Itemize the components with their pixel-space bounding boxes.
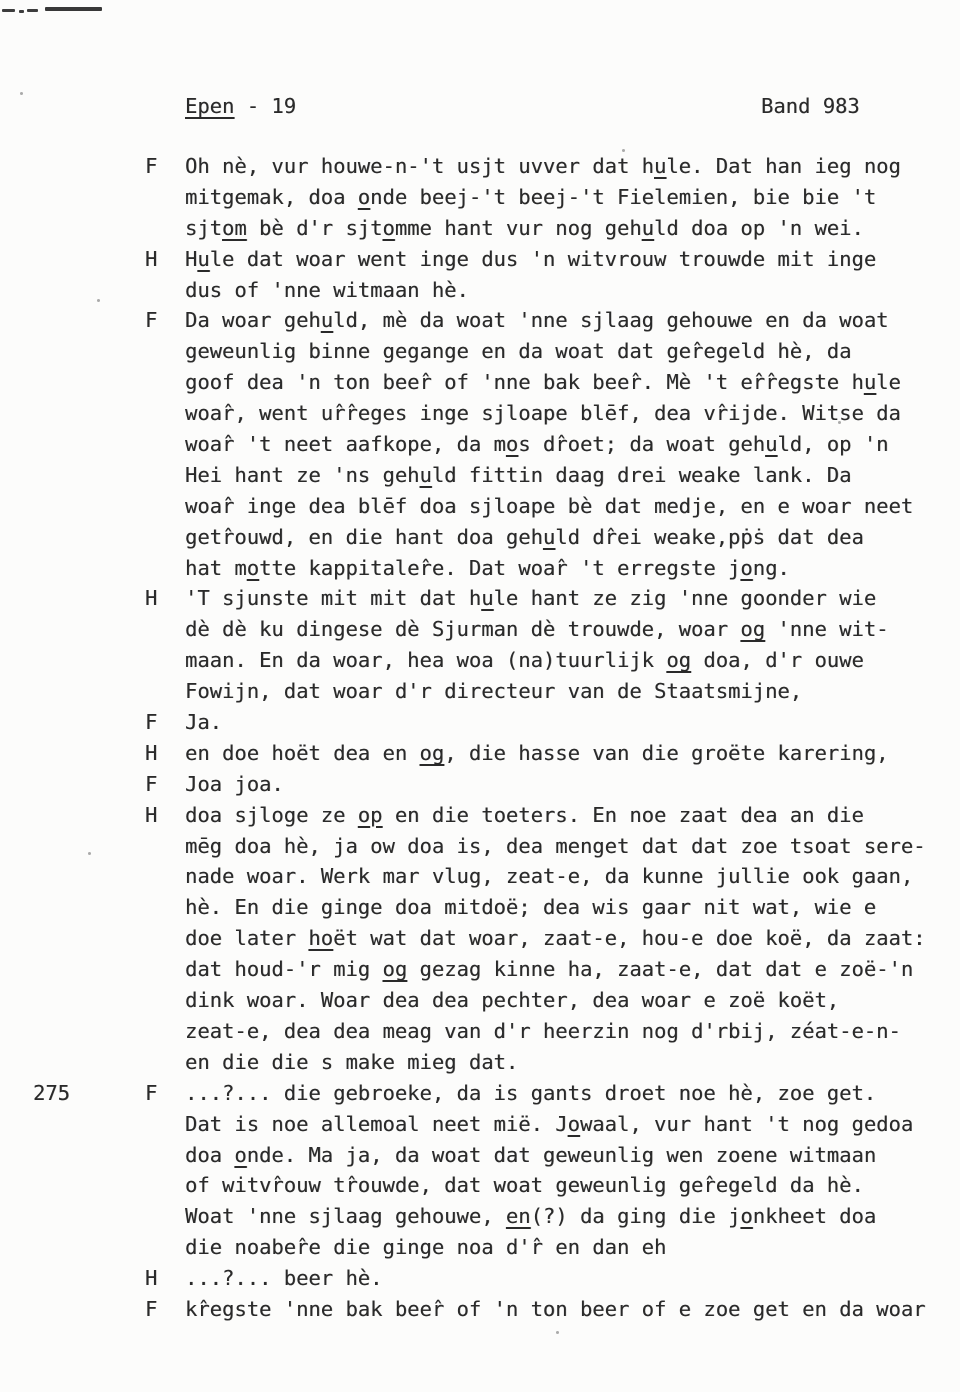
text-segment: woar̂ 't neet aafkope, da m [185, 432, 506, 457]
speaker-label: F [145, 771, 158, 796]
transcript-line [33, 583, 933, 614]
line-text [185, 213, 933, 244]
speaker-label [145, 213, 185, 244]
scan-dash [27, 9, 38, 12]
text-segment: Dat is noe allemoal neet mië. J [185, 1111, 568, 1136]
text-segment: 'T sjunste mit mit dat h [185, 586, 482, 611]
speaker-label: H [145, 1266, 158, 1291]
margin-number [33, 244, 145, 275]
text-segment: doa, d'r ouwe [691, 648, 864, 673]
speaker-label: H [145, 586, 158, 611]
margin-number [33, 861, 145, 892]
underlined-word: en [505, 1204, 531, 1229]
transcript-line [33, 707, 933, 738]
text-segment: mme hant vur nog geh [394, 215, 642, 240]
speaker-label [145, 182, 185, 213]
margin-number [33, 1140, 145, 1171]
line-text [185, 244, 933, 275]
line-text [185, 861, 933, 892]
underlined-word: o [357, 184, 371, 209]
text-segment: bè d'r sjt [246, 215, 383, 240]
speaker-label [145, 336, 185, 367]
margin-number [33, 831, 145, 862]
line-text [185, 1016, 933, 1047]
band-number: Band 983 [761, 94, 860, 118]
margin-number [33, 1170, 145, 1201]
text-segment: Hei hant ze 'ns geh [185, 462, 420, 487]
speaker-label: F [145, 710, 158, 735]
speaker-label [145, 460, 185, 491]
speaker-label: F [145, 1080, 158, 1105]
speaker-label [145, 398, 185, 429]
margin-number [33, 676, 145, 707]
text-segment: , die hasse van die groëte karering, [444, 740, 889, 765]
transcript-line [33, 861, 933, 892]
text-segment: nade woar. Werk mar vlug, zeat-e, da kunne jullie ook gaan, [185, 864, 914, 889]
line-text [185, 429, 933, 460]
text-segment: sjt [185, 215, 223, 240]
text-segment: Woat 'nne sjlaag gehouwe, [185, 1204, 506, 1229]
speaker-label [145, 892, 185, 923]
line-text [185, 614, 933, 645]
underlined-word: o [234, 1142, 247, 1167]
margin-number [33, 645, 145, 676]
margin-number [33, 305, 145, 336]
text-segment: geweunlig binne gegange en da woat dat ger̂egeld hè, da [185, 339, 852, 364]
text-segment: mitgemak, doa [185, 184, 358, 209]
speaker-label [145, 954, 185, 985]
text-segment: en doe hoët dea en [185, 740, 420, 765]
text-segment: H [185, 246, 198, 271]
text-segment: doa sjloge ze [185, 802, 358, 827]
underlined-word: op [357, 802, 383, 827]
margin-number [33, 1201, 145, 1232]
speaker-label [145, 985, 185, 1016]
transcript-line [33, 460, 933, 491]
speaker-label [145, 645, 185, 676]
line-text [185, 491, 933, 522]
line-text [185, 522, 933, 553]
text-segment: dat houd-'r mig [185, 957, 383, 982]
line-text [185, 1170, 933, 1201]
margin-number [33, 1047, 145, 1078]
text-segment: Ja. [185, 710, 223, 735]
transcript-line [33, 305, 933, 336]
text-segment: ld dr̂ei weake,pṗṡ dat dea [555, 524, 864, 549]
line-text [185, 800, 933, 831]
speaker-label [145, 491, 185, 522]
underlined-word: u [542, 524, 556, 549]
margin-number [33, 151, 145, 182]
line-text [185, 1232, 933, 1263]
text-segment: doa [185, 1142, 235, 1167]
speaker-label [145, 429, 185, 460]
speaker-label: H [145, 740, 158, 765]
line-text [185, 336, 933, 367]
line-text [185, 1140, 933, 1171]
underlined-word: ho [308, 926, 334, 951]
text-segment: ...?... die gebroeke, da is gants droet noe hè, zoe get. [185, 1080, 877, 1105]
speaker-label [145, 861, 185, 892]
text-segment: goof dea 'n ton beer̂ of 'nne bak beer̂. Mè 't er̂r̂egste h [185, 370, 864, 395]
transcript-line [33, 1201, 933, 1232]
underlined-word: u [320, 308, 334, 333]
line-text [185, 1201, 933, 1232]
margin-number [33, 583, 145, 614]
line-text [185, 182, 933, 213]
underlined-word: og [419, 740, 445, 765]
speaker-label: F [145, 154, 158, 178]
line-text [185, 460, 933, 491]
line-text [185, 676, 933, 707]
transcript-line [33, 1109, 933, 1140]
margin-number [33, 1016, 145, 1047]
text-segment: s dr̂oet; da woat geh [518, 432, 766, 457]
margin-number [33, 892, 145, 923]
text-segment: dus of 'nne witmaan hè. [185, 277, 469, 302]
line-text [185, 769, 933, 800]
text-segment: hè. En die ginge doa mitdoë; dea wis gaar nit wat, wie e [185, 895, 877, 920]
margin-number [33, 707, 145, 738]
transcript-line [33, 645, 933, 676]
speaker-label [145, 614, 185, 645]
transcript-line [33, 831, 933, 862]
margin-number [33, 398, 145, 429]
line-text [185, 398, 933, 429]
speaker-label [145, 367, 185, 398]
text-segment: zeat-e, dea dea meag van d'r heerzin nog d'rbij, zéat-e-n- [185, 1018, 901, 1043]
text-segment: ld, mè da woat 'nne sjlaag gehouwe en da woat [333, 308, 889, 333]
text-segment: le dat woar went inge dus 'n witvrouw trouwde mit inge [209, 246, 877, 271]
margin-number [33, 367, 145, 398]
text-segment: Fowijn, dat woar d'r directeur van de Staatsmijne, [185, 679, 803, 704]
transcript-line [33, 769, 933, 800]
line-text [185, 645, 933, 676]
scan-line [45, 7, 102, 11]
line-text [185, 1047, 933, 1078]
underlined-word: o [740, 1204, 753, 1229]
text-segment: ng. [752, 555, 790, 580]
speaker-label [145, 1016, 185, 1047]
speaker-label: H [145, 802, 158, 827]
text-segment: le [876, 370, 901, 395]
speaker-label [145, 1232, 185, 1263]
margin-number [33, 738, 145, 769]
text-segment: en die toeters. En noe zaat dea an die [382, 802, 864, 827]
margin-number [33, 336, 145, 367]
underlined-word: u [765, 432, 778, 457]
speaker-label [145, 831, 185, 862]
underlined-word: o [246, 555, 260, 580]
speaker-label [145, 275, 185, 306]
transcript-line [33, 151, 933, 182]
text-segment: ld doa op 'n wei. [654, 215, 864, 240]
scan-dash [19, 10, 24, 13]
speaker-label [145, 1170, 185, 1201]
underlined-word: o [505, 432, 519, 457]
speaker-label [145, 1140, 185, 1171]
line-text [185, 1263, 933, 1294]
line-text [185, 1294, 933, 1325]
line-text [185, 1109, 933, 1140]
text-segment: doe later [185, 926, 309, 951]
margin-number [33, 1294, 145, 1325]
underlined-word: o [382, 215, 395, 240]
transcript-line [33, 1078, 933, 1109]
text-segment: waal, vur hant 't nog gedoa [579, 1111, 914, 1136]
margin-number [33, 553, 145, 584]
underlined-word: u [481, 586, 494, 611]
transcript-line [33, 182, 933, 213]
underlined-word: og [382, 957, 408, 982]
margin-number [33, 182, 145, 213]
transcript-line [33, 892, 933, 923]
scan-dash [2, 9, 15, 12]
line-text [185, 985, 933, 1016]
speaker-label [145, 923, 185, 954]
text-segment: ld, op 'n [777, 432, 889, 457]
text-segment: ld fittin daag drei weake lank. Da [431, 462, 852, 487]
transcript [33, 151, 933, 1325]
text-segment: kr̂egste 'nne bak beer̂ of 'n ton beer of e zoe get en da woar [185, 1296, 926, 1321]
transcript-line [33, 522, 933, 553]
underlined-word: o [567, 1111, 580, 1136]
text-segment: en die die s make mieg dat. [185, 1049, 519, 1074]
transcript-line [33, 800, 933, 831]
transcript-line [33, 553, 933, 584]
speaker-label: F [145, 308, 158, 333]
text-segment: Da woar geh [185, 308, 321, 333]
speaker-label [145, 676, 185, 707]
text-segment: nkheet doa [752, 1204, 877, 1229]
line-text [185, 275, 933, 306]
transcript-line [33, 985, 933, 1016]
underlined-word: og [740, 617, 766, 642]
margin-number [33, 522, 145, 553]
text-segment: mēg doa hè, ja ow doa is, dea menget dat dat zoe tsoat sere- [185, 833, 926, 858]
page-title-number: - 19 [234, 94, 297, 118]
page-title-location: Epen [185, 94, 235, 118]
text-segment: le hant ze zig 'nne goonder wie [493, 586, 877, 611]
margin-number [33, 954, 145, 985]
margin-number [33, 800, 145, 831]
transcript-line [33, 491, 933, 522]
line-text [185, 954, 933, 985]
text-segment: woar̂ inge dea blēf doa sjloape bè dat medje, en e woar neet [185, 493, 914, 518]
margin-number [33, 275, 145, 306]
transcript-line [33, 1170, 933, 1201]
transcript-line [33, 398, 933, 429]
line-text [185, 923, 933, 954]
line-text [185, 831, 933, 862]
transcript-line [33, 244, 933, 275]
text-segment: (?) da ging die j [530, 1204, 741, 1229]
text-segment: woar̂, went ur̂r̂eges inge sjloape blēf, dea vr̂ijde. Witse da [185, 401, 901, 426]
text-segment: of witvr̂ouw tr̂ouwde, dat woat geweunlig ger̂egeld da hè. [185, 1173, 864, 1198]
underlined-word: u [654, 154, 667, 178]
text-segment: gezag kinne ha, zaat-e, dat dat e zoë-'n [407, 957, 914, 982]
text-segment: nde. Ma ja, da woat dat geweunlig wen zoene witmaan [246, 1142, 877, 1167]
line-text [185, 151, 933, 182]
scan-speck [20, 92, 23, 95]
text-segment: nde beej-'t beej-'t Fielemien, bie bie 't [370, 184, 877, 209]
transcript-line [33, 1047, 933, 1078]
text-segment: 'nne wit- [765, 617, 889, 642]
transcript-line [33, 1016, 933, 1047]
transcript-line [33, 213, 933, 244]
text-segment: le. Dat han ieg nog [666, 154, 901, 178]
margin-number: 275 [33, 1080, 71, 1105]
underlined-word: u [863, 370, 877, 395]
text-segment: Oh nè, vur houwe-n-'t usjt uvver dat h [185, 154, 654, 178]
margin-number [33, 1109, 145, 1140]
margin-number [33, 1232, 145, 1263]
scan-speck [556, 1331, 559, 1334]
line-text [185, 583, 933, 614]
underlined-word: u [641, 215, 655, 240]
text-segment: tte kappitaler̂e. Dat woar̂ 't erregste j [259, 555, 741, 580]
text-segment: hat m [185, 555, 247, 580]
underlined-word: u [419, 462, 432, 487]
transcript-line [33, 367, 933, 398]
text-segment: ...?... beer hè. [185, 1266, 383, 1291]
speaker-label [145, 553, 185, 584]
margin-number [33, 614, 145, 645]
line-text [185, 707, 933, 738]
speaker-label [145, 522, 185, 553]
underlined-word: om [222, 215, 247, 240]
line-text [185, 367, 933, 398]
margin-number [33, 769, 145, 800]
margin-number [33, 1263, 145, 1294]
transcript-line [33, 954, 933, 985]
text-segment: getr̂ouwd, en die hant doa geh [185, 524, 543, 549]
underlined-word: o [740, 555, 753, 580]
speaker-label: H [145, 246, 158, 271]
transcript-line [33, 1294, 933, 1325]
margin-number [33, 985, 145, 1016]
text-segment: ët wat dat woar, zaat-e, hou-e doe koë, da zaat: [333, 926, 926, 951]
transcript-line [33, 923, 933, 954]
line-text [185, 1078, 933, 1109]
transcript-line [33, 275, 933, 306]
text-segment: die noaber̂e die ginge noa d'r̂ en dan eh [185, 1235, 667, 1260]
transcript-line [33, 429, 933, 460]
text-segment: dè dè ku dingese dè Sjurman dè trouwde, woar [185, 617, 741, 642]
text-segment: dink woar. Woar dea dea pechter, dea woar e zoë koët, [185, 988, 840, 1013]
transcript-line [33, 614, 933, 645]
line-text [185, 305, 933, 336]
margin-number [33, 460, 145, 491]
transcript-line [33, 1263, 933, 1294]
speaker-label [145, 1201, 185, 1232]
text-segment: maan. En da woar, hea woa (na)tuurlijk [185, 648, 667, 673]
transcript-line [33, 738, 933, 769]
transcript-line [33, 1140, 933, 1171]
underlined-word: og [666, 648, 692, 673]
margin-number [33, 923, 145, 954]
speaker-label: F [145, 1296, 158, 1321]
text-segment: Joa joa. [185, 771, 284, 796]
speaker-label [145, 1109, 185, 1140]
line-text [185, 553, 933, 584]
speaker-label [145, 1047, 185, 1078]
margin-number [33, 429, 145, 460]
page-title [185, 94, 296, 118]
line-text [185, 738, 933, 769]
margin-number [33, 491, 145, 522]
transcript-line [33, 676, 933, 707]
underlined-word: u [197, 246, 210, 271]
margin-number [33, 213, 145, 244]
transcript-line [33, 1232, 933, 1263]
line-text [185, 892, 933, 923]
transcript-line [33, 336, 933, 367]
